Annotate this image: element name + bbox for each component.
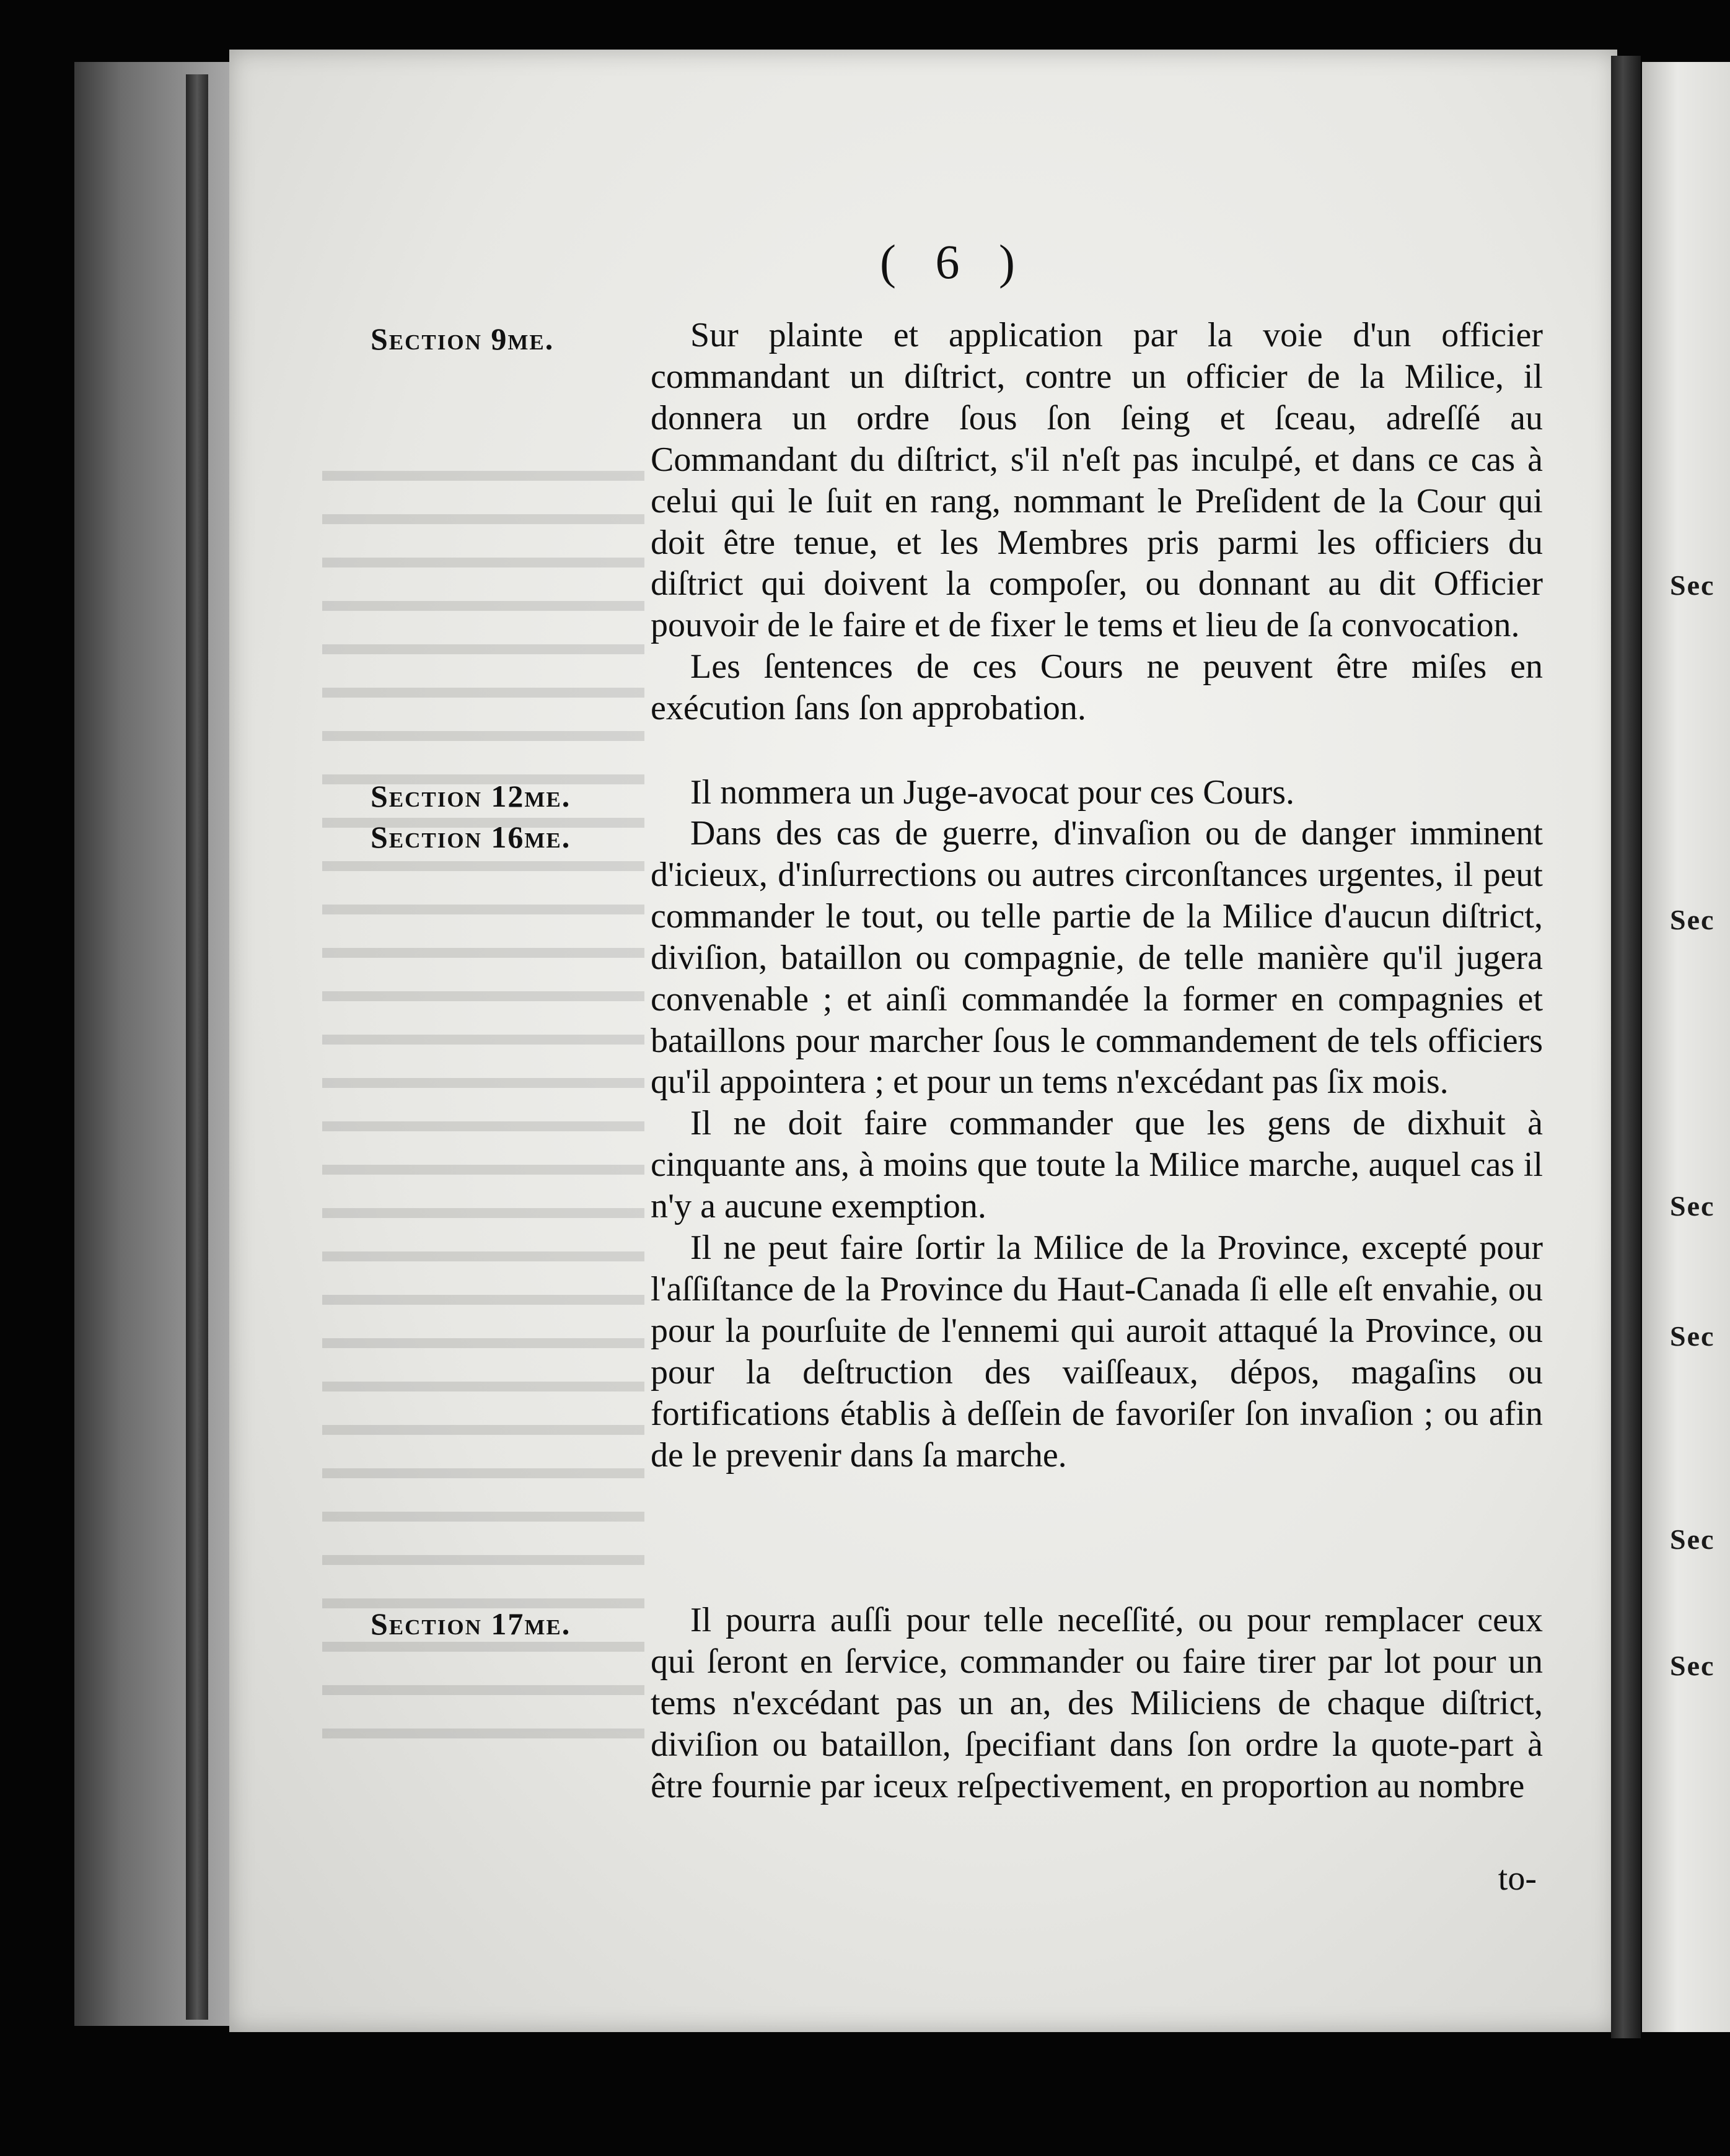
paragraph: Dans des cas de guerre, d'invaſion ou de danger imminent d'icieux, d'inſurrections ou autres circonſtances urgentes, il peut commander le tout, ou telle partie de la Milice d'aucun diſtrict, diviſion, bataillon ou compagnie, de telle manière qu'il jugera convenable ; et ainſi commandée la former en compagnies et bataillons pour marcher ſous le commandement de tels officiers qu'il appointera ; et pour un tems n'excédant pas ſix mois. [651,814,1543,1102]
section-label: Section 16me. [371,820,571,854]
section-body-12 [651,772,1543,813]
paragraph: Il ne peut faire ſortir la Milice de la Province, excepté pour l'aſſiſtance de la Province du Haut-Canada ſi elle eſt envahie, ou pour la pourſuite de l'ennemi qui auroit attaqué la Province, ou pour la deſtruction des vaiſſeaux, dépos, magaſins ou fortifications établis à deſſein de favoriſer ſon invaſion ; ou afin de le prevenir dans ſa marche. [651,1229,1543,1475]
paragraph: Il ne doit faire commander que les gens de dixhuit à cinquante ans, à moins que toute la Milice marche, auquel cas il n'y a aucune exemption. [651,1104,1543,1226]
paragraph: Il nommera un Juge-avocat pour ces Cours. [690,773,1295,812]
paragraph: Les ſentences de ces Cours ne peuvent être miſes en exécution ſans ſon approbation. [651,647,1543,728]
section-label: Section 9me. [371,322,555,356]
section-label: Section 12me. [371,779,571,813]
page-fold-shadow [186,74,208,2020]
facing-page-fragment: Sec [1670,1190,1715,1222]
facing-page-fragment: Sec [1670,1650,1715,1681]
facing-page-fragment: Sec [1670,569,1715,601]
facing-page-fragment: Sec [1670,904,1715,936]
section-body-17 [651,1600,1543,1807]
section-body-9 [651,315,1543,729]
section-body-16 [651,813,1543,1476]
paragraph: Sur plainte et application par la voie d'un officier commandant un diſtrict, contre un officier de la Milice, il donnera un ordre ſous ſon ſeing et ſceau, adreſſé au Commandant du diſtrict, s'il n'eſt pas inculpé, et dans ce cas à celui qui le ſuit en rang, nommant le Preſident de la Cour qui doit être tenue, et les Membres pris parmi les officiers du diſtrict qui doivent la compoſer, ou donnant au dit Officier pouvoir de le faire et de fixer le tems et lieu de ſa convocation. [651,316,1543,645]
bleed-through-text [322,471,644,1958]
paragraph: Il pourra auſſi pour telle neceſſité, ou pour remplacer ceux qui ſeront en ſervice, commander ou faire tirer par lot pour un tems n'excédant pas un an, des Miliciens de chaque diſtrict, diviſion ou bataillon, ſpecifiant dans ſon ordre la quote-part à être fournie par iceux reſpectivement, en proportion au nombre [651,1601,1543,1805]
facing-page-fragment: Sec [1670,1523,1715,1555]
section-label: Section 17me. [371,1606,571,1641]
book-gutter [1611,56,1641,2038]
page-number: ( 6 ) [880,235,1029,289]
catchword: to- [1498,1859,1537,1898]
facing-page-fragment: Sec [1670,1320,1715,1352]
facing-page-edge [1642,62,1730,2032]
